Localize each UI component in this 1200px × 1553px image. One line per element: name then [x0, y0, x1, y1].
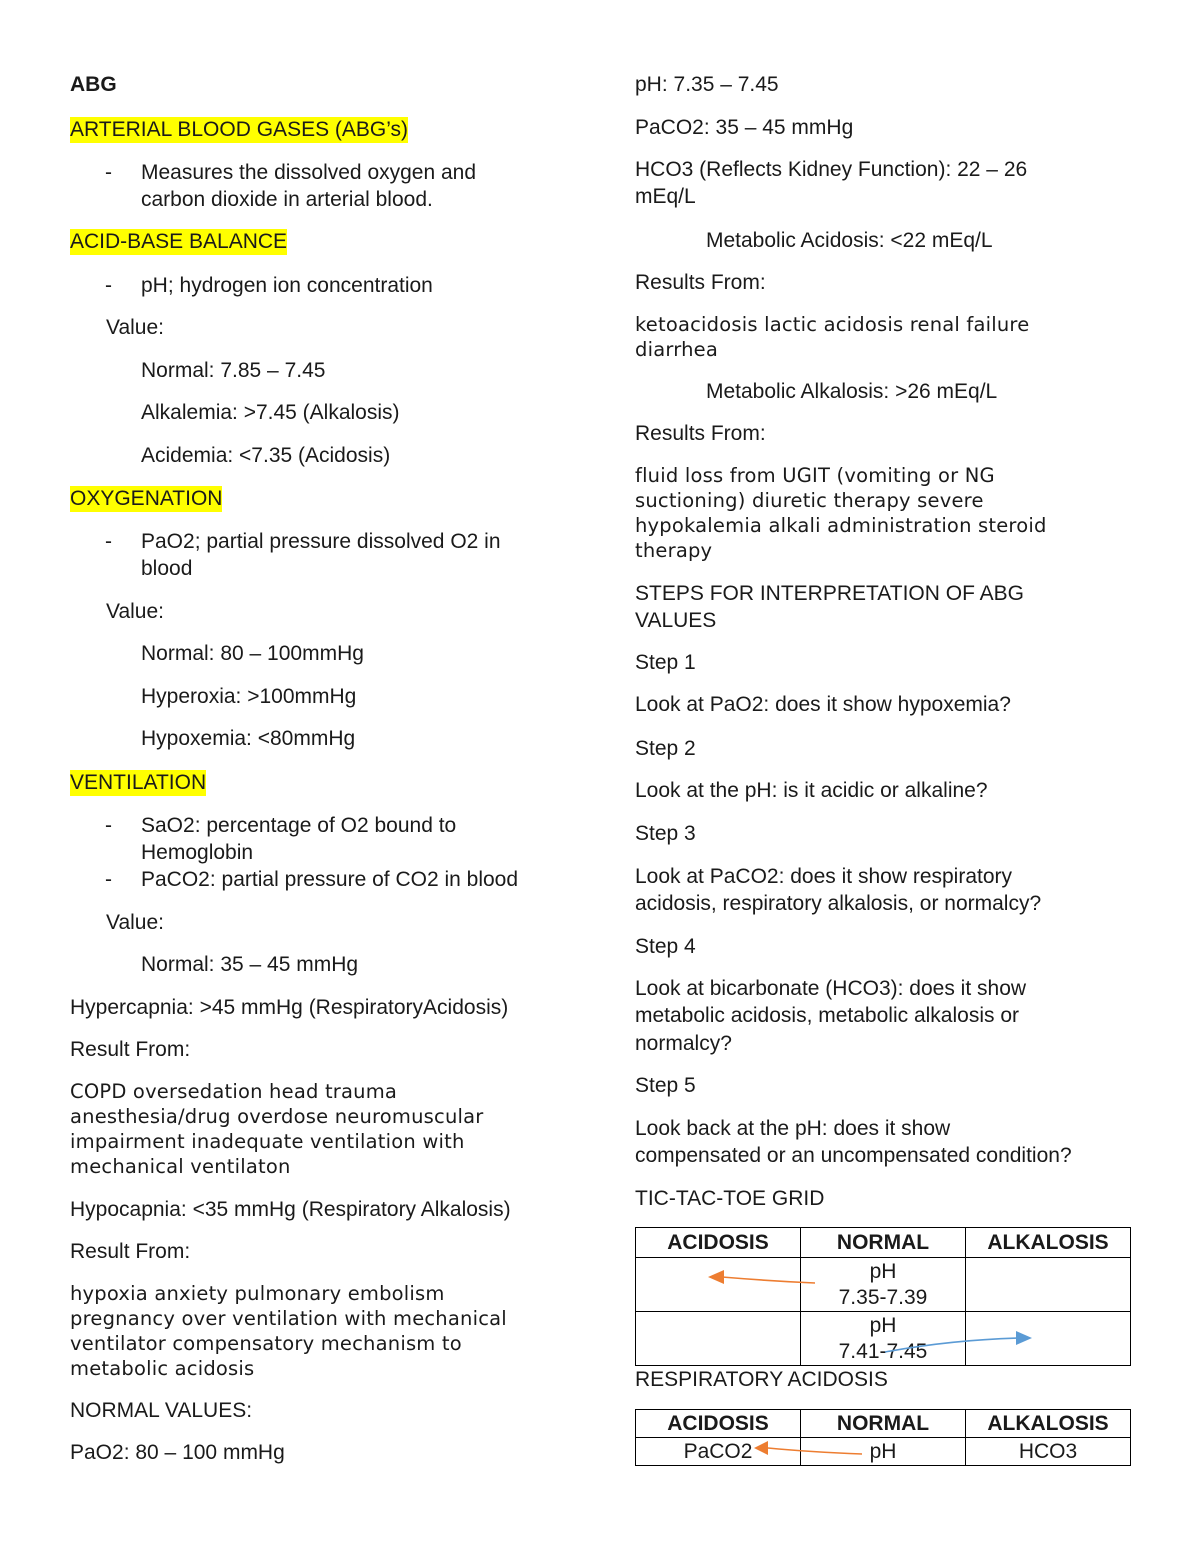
- cause-line: anesthesia/drug overdose neuromuscular: [70, 1105, 484, 1128]
- grid-cell-hco3: HCO3: [966, 1438, 1131, 1466]
- section-title-oxygenation: OXYGENATION: [70, 487, 223, 510]
- hco3-range-line: mEq/L: [635, 185, 696, 208]
- bullet-dash: -: [105, 530, 112, 553]
- ph-acidemia: Acidemia: <7.35 (Acidosis): [141, 444, 391, 467]
- step-label: Step 2: [635, 737, 696, 760]
- pao2-hyperoxia: Hyperoxia: >100mmHg: [141, 685, 357, 708]
- cause-line: ventilator compensatory mechanism to: [70, 1332, 462, 1355]
- respiratory-acidosis-title: RESPIRATORY ACIDOSIS: [635, 1368, 888, 1391]
- section-title-ventilation: VENTILATION: [70, 771, 207, 794]
- cell-line: pH: [869, 1313, 897, 1337]
- grid-cell-paco2: PaCO2: [636, 1438, 801, 1466]
- grid-row: [636, 1312, 1131, 1366]
- hypercapnia: Hypercapnia: >45 mmHg (RespiratoryAcidosis): [70, 996, 509, 1019]
- step-text: Look back at the pH: does it show: [635, 1117, 951, 1140]
- header-normal: NORMAL: [801, 1228, 966, 1258]
- cause-line: hypoxia anxiety pulmonary embolism: [70, 1282, 445, 1305]
- grid-cell-normal: [801, 1258, 966, 1312]
- abg-definition-line: carbon dioxide in arterial blood.: [141, 188, 433, 211]
- grid-row: [636, 1438, 1131, 1466]
- cause-line: fluid loss from UGIT (vomiting or NG: [635, 464, 995, 487]
- page-heading: ABG: [70, 73, 117, 96]
- normal-values-title: NORMAL VALUES:: [70, 1399, 253, 1422]
- step-text: Look at PaCO2: does it show respiratory: [635, 865, 1013, 888]
- grid-row: [636, 1258, 1131, 1312]
- cause-line: metabolic acidosis: [70, 1357, 255, 1380]
- grid-cell: [966, 1312, 1131, 1366]
- cause-line: diarrhea: [635, 338, 718, 361]
- ph-range: pH: 7.35 – 7.45: [635, 73, 779, 96]
- cause-line: mechanical ventilaton: [70, 1155, 291, 1178]
- pao2-normal-value: PaO2: 80 – 100 mmHg: [70, 1441, 285, 1464]
- results-from-label: Results From:: [635, 422, 766, 445]
- results-from-label: Results From:: [635, 271, 766, 294]
- step-text: normalcy?: [635, 1032, 732, 1055]
- cause-line: impairment inadequate ventilation with: [70, 1130, 465, 1153]
- ph-definition: pH; hydrogen ion concentration: [141, 274, 433, 297]
- metabolic-acidosis: Metabolic Acidosis: <22 mEq/L: [706, 229, 993, 252]
- paco2-normal: Normal: 35 – 45 mmHg: [141, 953, 359, 976]
- grid-cell: [966, 1258, 1131, 1312]
- ph-alkalemia: Alkalemia: >7.45 (Alkalosis): [141, 401, 400, 424]
- grid-cell-normal: [801, 1312, 966, 1366]
- paco2-range: PaCO2: 35 – 45 mmHg: [635, 116, 854, 139]
- result-from-label: Result From:: [70, 1038, 191, 1061]
- result-from-label: Result From:: [70, 1240, 191, 1263]
- cell-line: pH: [869, 1259, 897, 1283]
- sao2-definition-line: SaO2: percentage of O2 bound to: [141, 814, 457, 837]
- value-label: Value:: [106, 600, 164, 623]
- ph-normal: Normal: 7.85 – 7.45: [141, 359, 326, 382]
- header-alkalosis: ALKALOSIS: [966, 1410, 1131, 1438]
- pao2-normal: Normal: 80 – 100mmHg: [141, 642, 364, 665]
- paco2-definition: PaCO2: partial pressure of CO2 in blood: [141, 868, 519, 891]
- pao2-definition-line: blood: [141, 557, 193, 580]
- step-text: metabolic acidosis, metabolic alkalosis or: [635, 1004, 1019, 1027]
- cell-line: 7.41-7.45: [838, 1339, 928, 1363]
- cause-line: therapy: [635, 539, 713, 562]
- abg-definition-line: Measures the dissolved oxygen and: [141, 161, 477, 184]
- header-normal: NORMAL: [801, 1410, 966, 1438]
- section-title-abg: ARTERIAL BLOOD GASES (ABG’s): [70, 118, 409, 141]
- hco3-range-line: HCO3 (Reflects Kidney Function): 22 – 26: [635, 158, 1028, 181]
- bullet-dash: -: [105, 161, 112, 184]
- cause-line: ketoacidosis lactic acidosis renal failure: [635, 313, 1030, 336]
- step-text: Look at the pH: is it acidic or alkaline?: [635, 779, 988, 802]
- step-label: Step 5: [635, 1074, 696, 1097]
- bullet-dash: -: [105, 814, 112, 837]
- step-label: Step 4: [635, 935, 696, 958]
- grid-cell: [636, 1258, 801, 1312]
- cell-line: 7.35-7.39: [838, 1285, 928, 1309]
- pao2-hypoxemia: Hypoxemia: <80mmHg: [141, 727, 356, 750]
- grid-header-row: [636, 1228, 1131, 1258]
- bullet-dash: -: [105, 868, 112, 891]
- step-text: compensated or an uncompensated condition?: [635, 1144, 1072, 1167]
- cause-line: hypokalemia alkali administration steroid: [635, 514, 1047, 537]
- tic-tac-toe-grid: [635, 1227, 1131, 1366]
- step-label: Step 3: [635, 822, 696, 845]
- step-label: Step 1: [635, 651, 696, 674]
- hypocapnia: Hypocapnia: <35 mmHg (Respiratory Alkalosis): [70, 1198, 511, 1221]
- pao2-definition-line: PaO2; partial pressure dissolved O2 in: [141, 530, 501, 553]
- step-text: Look at bicarbonate (HCO3): does it show: [635, 977, 1027, 1000]
- grid-cell-ph: pH: [801, 1438, 966, 1466]
- value-label: Value:: [106, 316, 164, 339]
- sao2-definition-line: Hemoglobin: [141, 841, 254, 864]
- metabolic-acidosis-causes: [635, 312, 1029, 362]
- cause-line: COPD oversedation head trauma: [70, 1080, 398, 1103]
- hypercapnia-causes: [70, 1079, 484, 1179]
- cause-line: suctioning) diuretic therapy severe: [635, 489, 984, 512]
- step-text: Look at PaO2: does it show hypoxemia?: [635, 693, 1011, 716]
- respiratory-acidosis-grid: [635, 1409, 1131, 1466]
- steps-title-line: STEPS FOR INTERPRETATION OF ABG: [635, 582, 1024, 605]
- grid-header-row: [636, 1410, 1131, 1438]
- header-acidosis: ACIDOSIS: [636, 1228, 801, 1258]
- value-label: Value:: [106, 911, 164, 934]
- header-alkalosis: ALKALOSIS: [966, 1228, 1131, 1258]
- metabolic-alkalosis: Metabolic Alkalosis: >26 mEq/L: [706, 380, 998, 403]
- grid-cell: [636, 1312, 801, 1366]
- hypocapnia-causes: [70, 1281, 507, 1381]
- cause-line: pregnancy over ventilation with mechanical: [70, 1307, 507, 1330]
- section-title-acid-base: ACID-BASE BALANCE: [70, 230, 288, 253]
- step-text: acidosis, respiratory alkalosis, or normalcy?: [635, 892, 1042, 915]
- bullet-dash: -: [105, 274, 112, 297]
- metabolic-alkalosis-causes: [635, 463, 1047, 563]
- steps-title-line: VALUES: [635, 609, 717, 632]
- header-acidosis: ACIDOSIS: [636, 1410, 801, 1438]
- tic-tac-toe-title: TIC-TAC-TOE GRID: [635, 1187, 825, 1210]
